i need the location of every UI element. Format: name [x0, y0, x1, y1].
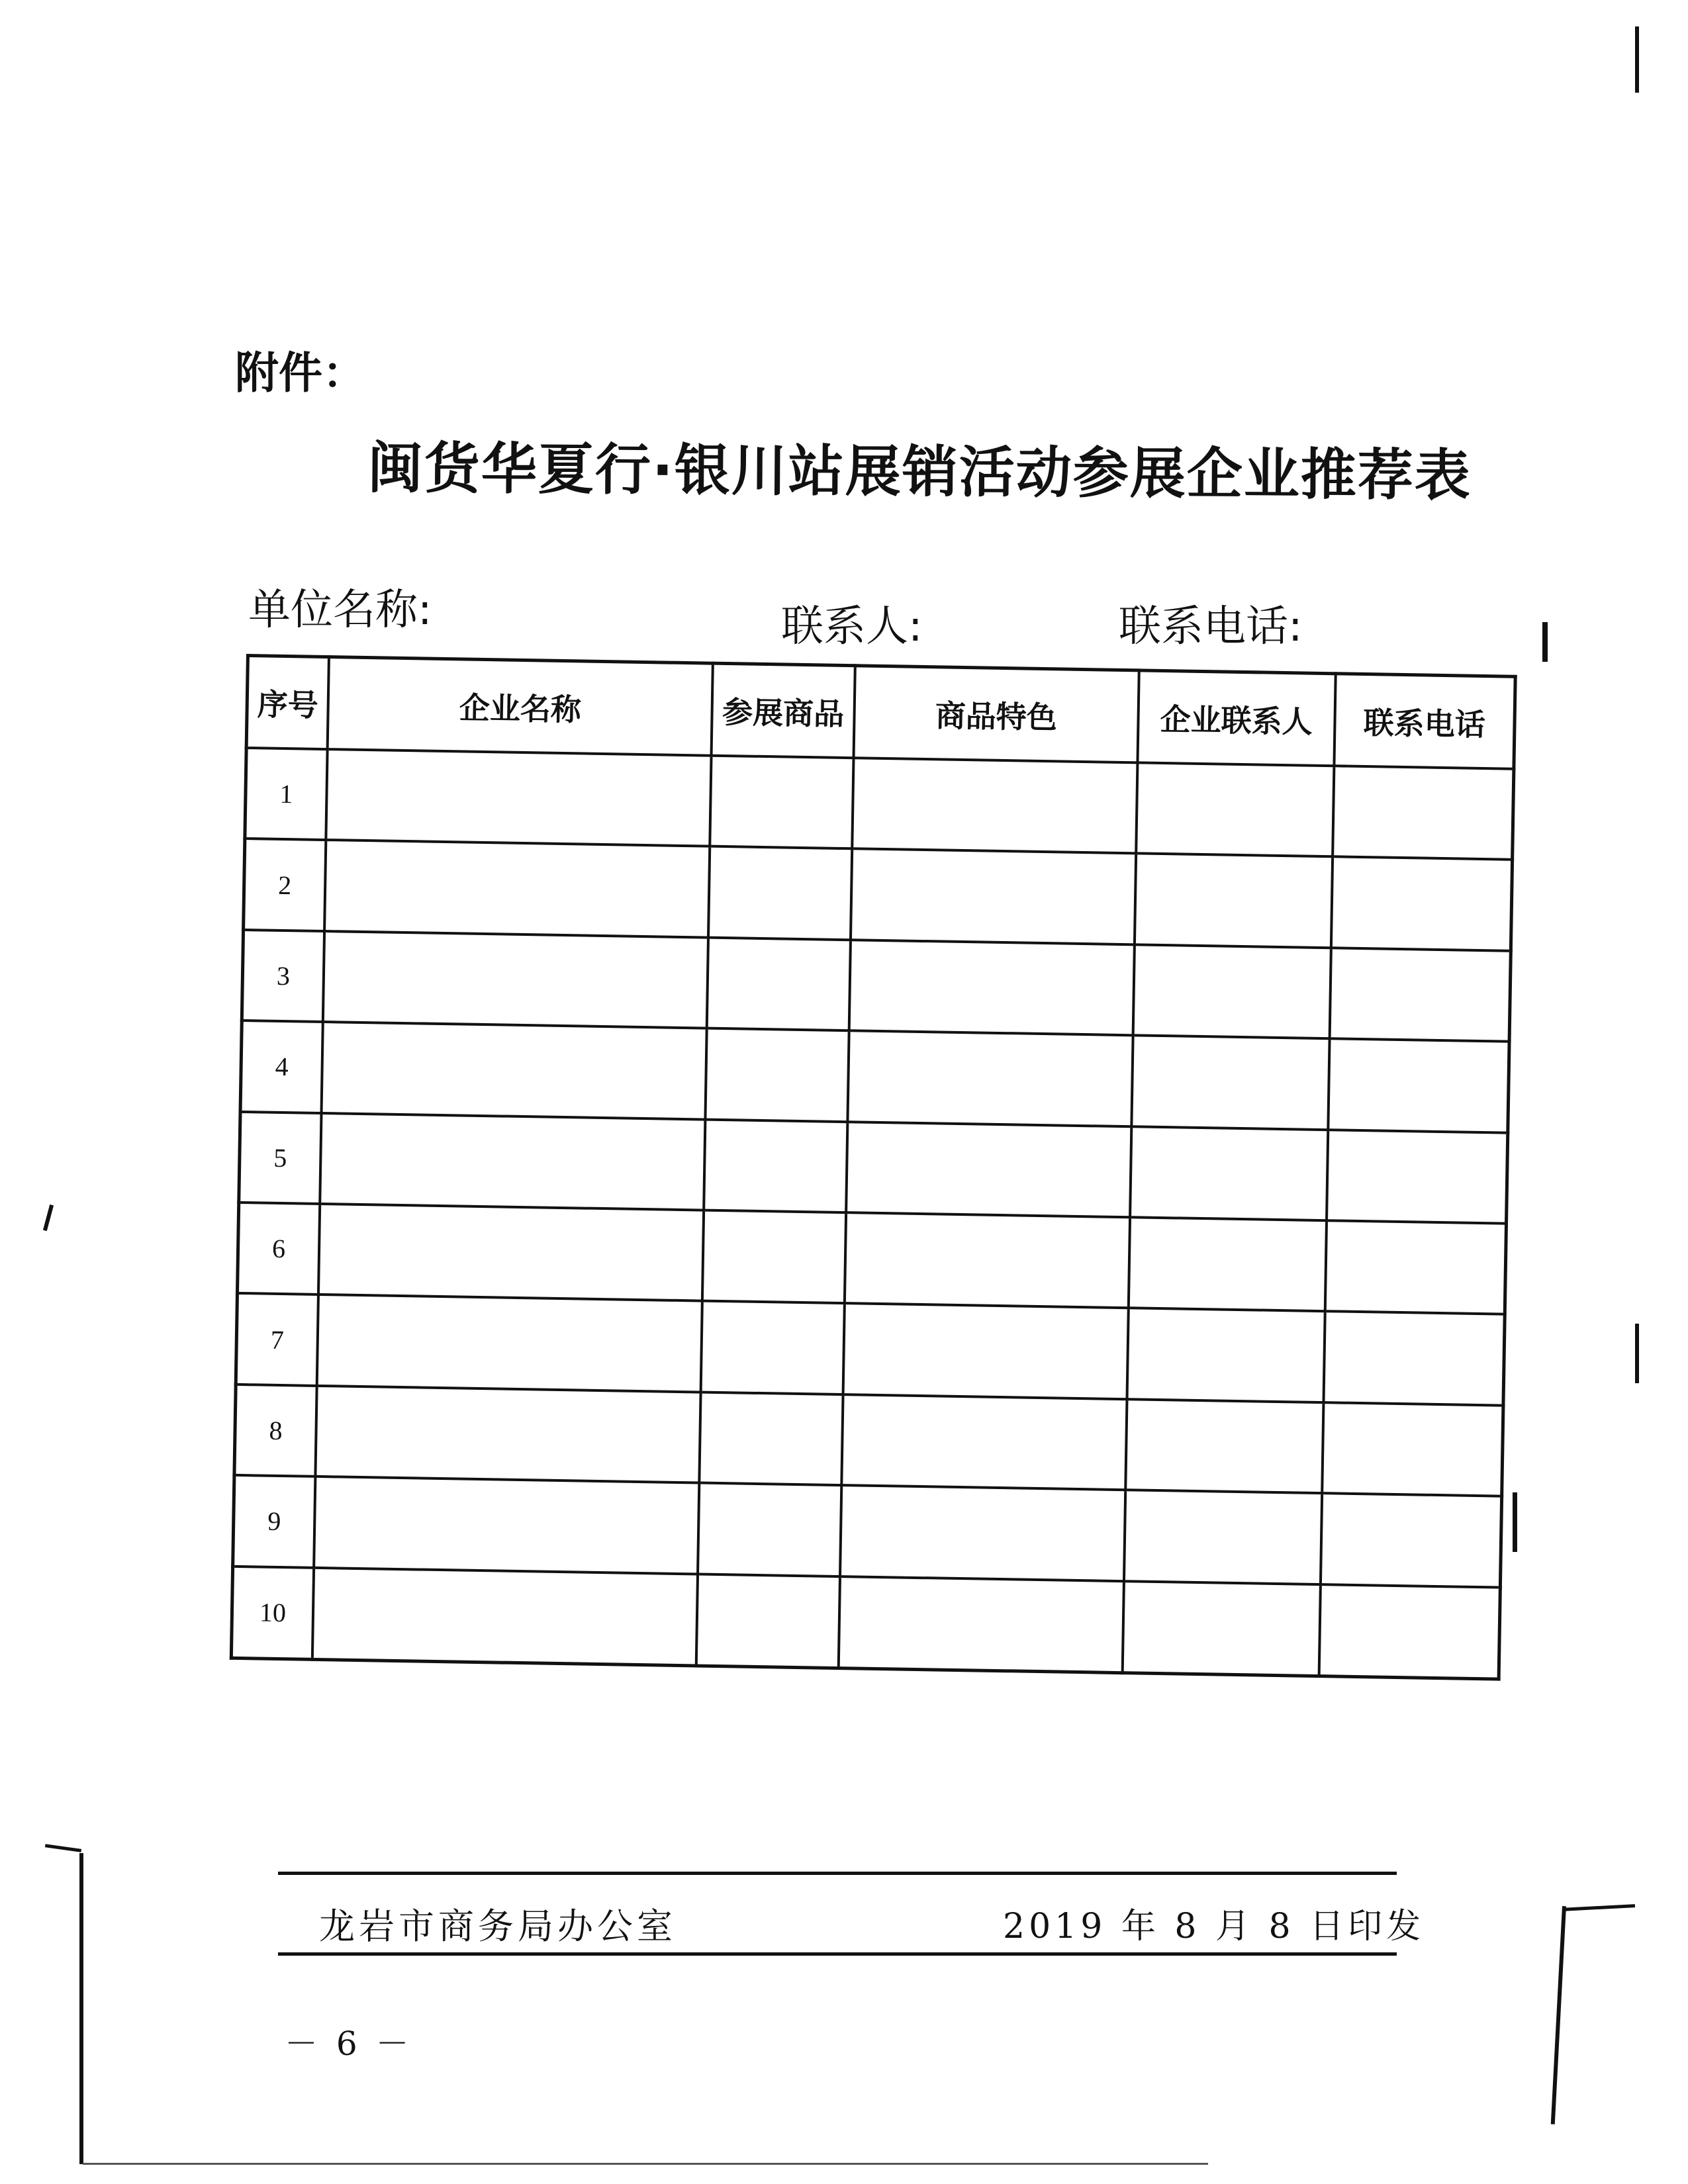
- cell-seq: 1: [245, 748, 328, 840]
- cell-company-name[interactable]: [314, 1477, 699, 1574]
- header-contact-phone: 联系电话: [1334, 674, 1515, 769]
- cell-contact-phone[interactable]: [1327, 1130, 1508, 1224]
- table-body: [231, 748, 1514, 1679]
- scan-edge-mark: [43, 1205, 54, 1231]
- cell-exhibit-product[interactable]: [706, 1028, 849, 1122]
- cell-company-name[interactable]: [317, 1295, 702, 1392]
- cell-seq: 3: [242, 930, 324, 1022]
- cell-product-feature[interactable]: [840, 1485, 1125, 1580]
- cell-contact-phone[interactable]: [1323, 1312, 1505, 1406]
- issue-date: 2019 年 8 月 8 日印发: [1003, 1907, 1425, 1946]
- cell-company-name[interactable]: [324, 840, 710, 937]
- issuer-office: 龙岩市商务局办公室: [319, 1905, 677, 1947]
- cell-company-name[interactable]: [326, 749, 711, 846]
- contact-person-label: 联系人:: [781, 602, 923, 651]
- scan-edge-mark: [1513, 1492, 1517, 1552]
- cell-product-feature[interactable]: [849, 940, 1134, 1035]
- scan-corner-mark: [83, 2163, 1208, 2165]
- scan-edge-mark: [1635, 26, 1639, 93]
- cell-exhibit-product[interactable]: [704, 1119, 847, 1212]
- header-exhibit-product: 参展商品: [712, 663, 855, 758]
- cell-seq: 4: [240, 1021, 323, 1113]
- cell-product-feature[interactable]: [852, 758, 1137, 853]
- scan-edge-mark: [1542, 622, 1548, 662]
- cell-product-feature[interactable]: [851, 849, 1136, 944]
- cell-exhibit-product[interactable]: [696, 1574, 840, 1668]
- cell-company-contact[interactable]: [1136, 762, 1334, 856]
- attachment-label: 附件：: [235, 347, 366, 398]
- cell-company-name[interactable]: [320, 1113, 705, 1210]
- header-company-contact: 企业联系人: [1137, 670, 1335, 766]
- document-title: 闽货华夏行·银川站展销活动参展企业推荐表: [367, 435, 1472, 508]
- scan-corner-mark: [1562, 1904, 1635, 1911]
- page-number: － 6 －: [285, 2025, 413, 2063]
- contact-phone-label: 联系电话:: [1119, 602, 1303, 651]
- cell-seq: 6: [237, 1203, 320, 1295]
- cell-company-name[interactable]: [315, 1386, 700, 1483]
- cell-exhibit-product[interactable]: [710, 756, 854, 849]
- cell-product-feature[interactable]: [846, 1122, 1131, 1217]
- cell-exhibit-product[interactable]: [698, 1483, 841, 1576]
- scan-corner-mark: [79, 1853, 83, 2164]
- cell-contact-phone[interactable]: [1333, 766, 1514, 860]
- cell-company-name[interactable]: [322, 1022, 707, 1119]
- footer-rule-bottom: [278, 1952, 1397, 1956]
- cell-contact-phone[interactable]: [1322, 1402, 1503, 1496]
- header-product-feature: 商品特色: [853, 666, 1139, 763]
- scan-corner-mark: [45, 1844, 81, 1852]
- header-seq: 序号: [246, 656, 329, 750]
- scan-edge-mark: [1635, 1324, 1639, 1383]
- cell-seq: 8: [234, 1385, 317, 1477]
- cell-company-name[interactable]: [318, 1204, 704, 1301]
- cell-seq: 2: [244, 839, 326, 931]
- cell-seq: 5: [239, 1112, 322, 1204]
- footer-rule-top: [278, 1872, 1397, 1875]
- cell-company-contact[interactable]: [1133, 944, 1331, 1038]
- recommendation-table: [230, 654, 1517, 1681]
- cell-company-contact[interactable]: [1130, 1126, 1328, 1220]
- cell-product-feature[interactable]: [841, 1394, 1127, 1490]
- cell-company-contact[interactable]: [1124, 1490, 1322, 1584]
- cell-company-contact[interactable]: [1135, 854, 1333, 948]
- recommendation-table-container: [230, 654, 1517, 1681]
- cell-exhibit-product[interactable]: [701, 1301, 845, 1394]
- cell-company-contact[interactable]: [1127, 1308, 1325, 1402]
- cell-company-contact[interactable]: [1125, 1399, 1323, 1493]
- cell-product-feature[interactable]: [847, 1030, 1133, 1126]
- cell-company-name[interactable]: [323, 931, 708, 1028]
- unit-name-label: 单位名称:: [248, 586, 432, 635]
- cell-seq: 10: [231, 1567, 314, 1660]
- cell-exhibit-product[interactable]: [707, 937, 851, 1030]
- cell-exhibit-product[interactable]: [702, 1210, 846, 1304]
- header-company-name: 企业名称: [328, 657, 713, 756]
- cell-seq: 7: [236, 1293, 318, 1385]
- cell-product-feature[interactable]: [845, 1212, 1130, 1308]
- cell-company-contact[interactable]: [1129, 1217, 1327, 1311]
- cell-contact-phone[interactable]: [1329, 948, 1511, 1042]
- cell-exhibit-product[interactable]: [708, 846, 852, 940]
- cell-product-feature[interactable]: [843, 1304, 1128, 1399]
- cell-contact-phone[interactable]: [1325, 1220, 1506, 1314]
- cell-company-name[interactable]: [312, 1568, 698, 1666]
- cell-contact-phone[interactable]: [1331, 857, 1512, 951]
- cell-seq: 9: [233, 1475, 316, 1567]
- cell-contact-phone[interactable]: [1320, 1493, 1501, 1587]
- cell-company-contact[interactable]: [1131, 1036, 1329, 1130]
- cell-company-contact[interactable]: [1122, 1581, 1320, 1676]
- cell-product-feature[interactable]: [838, 1576, 1123, 1673]
- scan-corner-mark: [1551, 1906, 1566, 2124]
- cell-contact-phone[interactable]: [1319, 1584, 1500, 1679]
- cell-exhibit-product[interactable]: [700, 1392, 843, 1485]
- cell-contact-phone[interactable]: [1328, 1038, 1509, 1132]
